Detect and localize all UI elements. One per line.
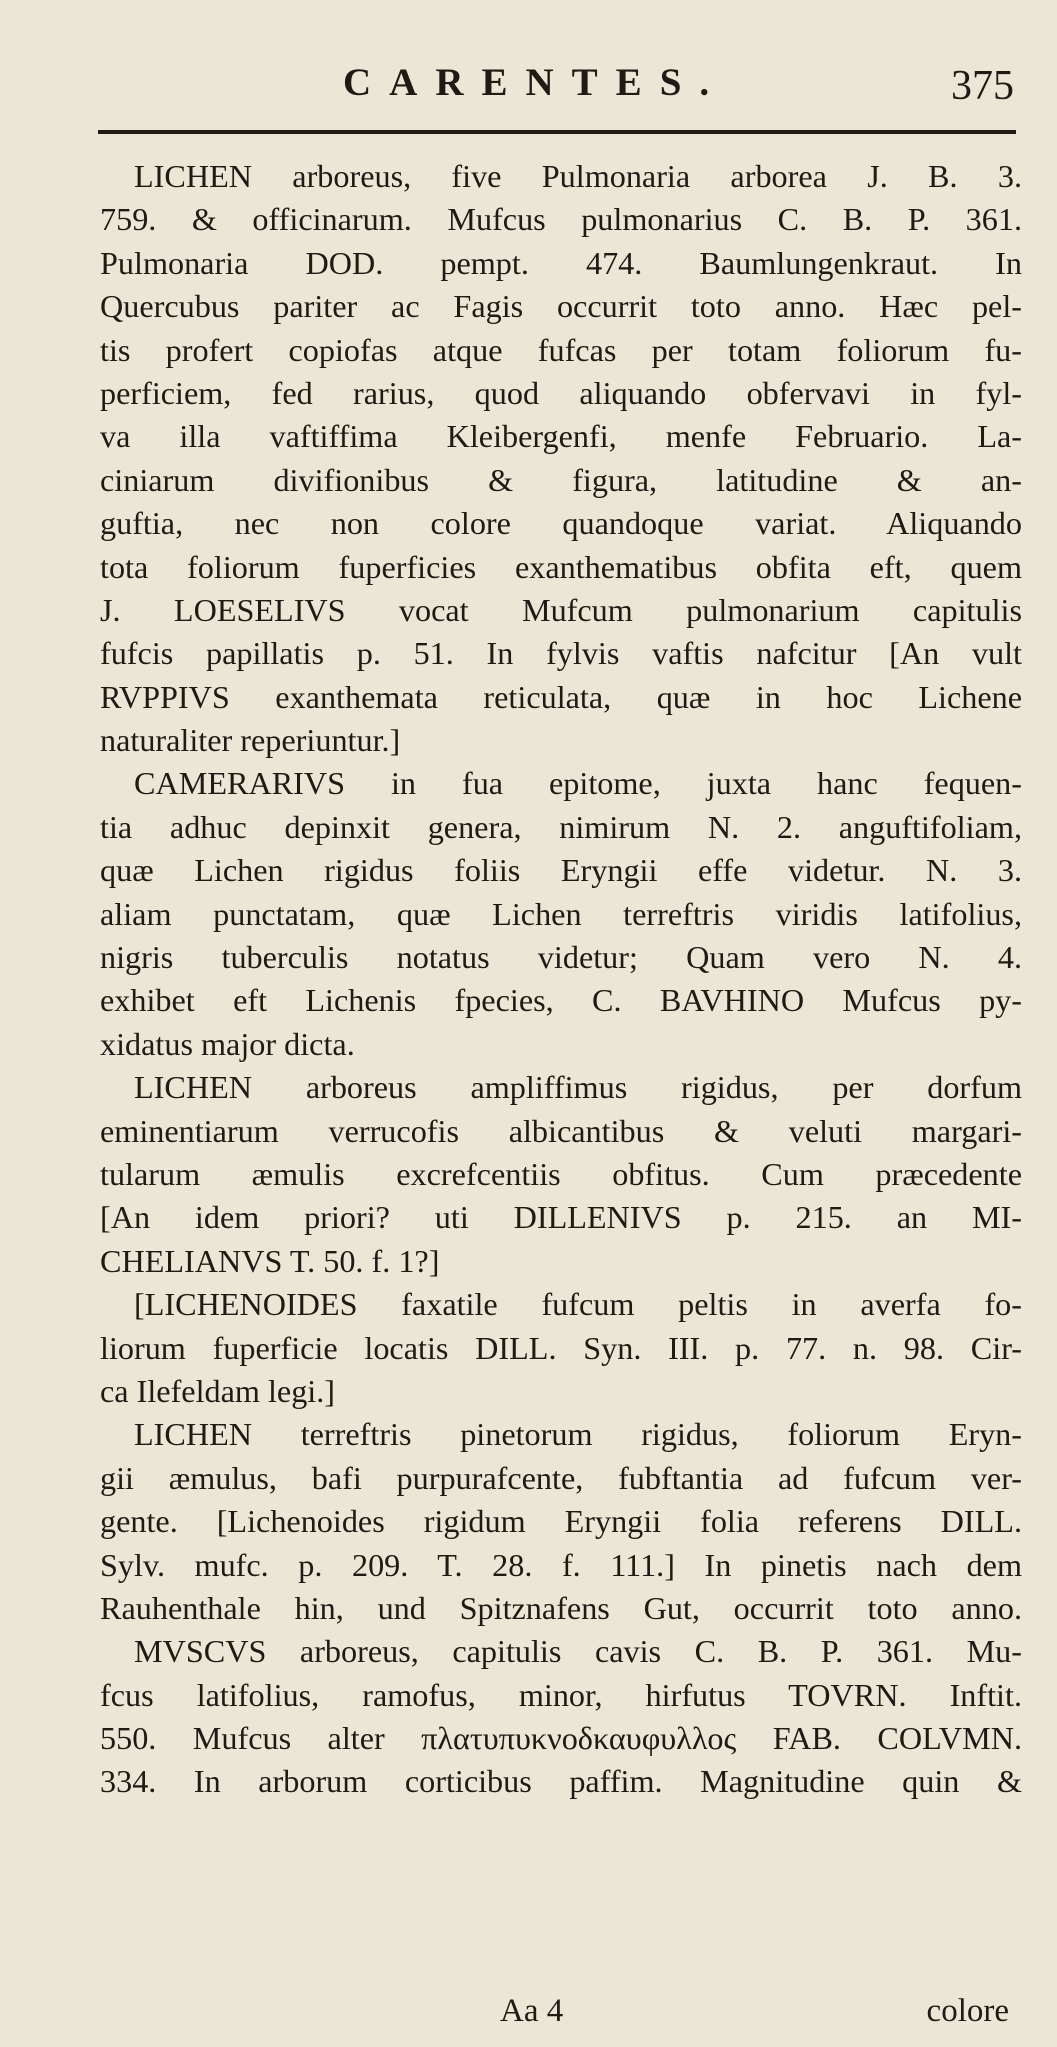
text-line: MVSCVS arboreus, capitulis cavis C. B. P. 361. Mu- [134, 1633, 1022, 1670]
text-line: eminentiarum verrucofis albicantibus & veluti margari- [100, 1112, 1022, 1149]
catchword: colore [926, 1993, 1009, 2029]
text-line: ciniarum divifionibus & figura, latitudine & an- [100, 461, 1022, 498]
text-line: Rauhenthale hin, und Spitznafens Gut, occurrit toto anno. [100, 1589, 1022, 1626]
text-line: [An idem priori? uti DILLENIVS p. 215. an MI- [100, 1199, 1022, 1236]
signature-mark: Aa 4 [500, 1993, 564, 2029]
text-line: LICHEN arboreus, five Pulmonaria arborea J. B. 3. [134, 158, 1022, 194]
text-line: gente. [Lichenoides rigidum Eryngii folia referens DILL. [100, 1503, 1022, 1540]
text-line: LICHEN arboreus ampliffimus rigidus, per dorfum [134, 1069, 1022, 1106]
text-line: Quercubus pariter ac Fagis occurrit toto anno. Hæc pel- [100, 288, 1022, 325]
text-line: guftia, nec non colore quandoque variat. Aliquando [100, 505, 1022, 542]
text-line: ca Ilefeldam legi.] [100, 1372, 336, 1409]
text-line: CHELIANVS T. 50. f. 1?] [100, 1242, 440, 1279]
page-header [98, 60, 1018, 120]
text-line: nigris tuberculis notatus videtur; Quam vero N. 4. [100, 939, 1022, 976]
text-line: tota foliorum fuperficies exanthematibus obfita eft, quem [100, 548, 1022, 585]
text-line: gii æmulus, bafi purpurafcente, fubftantia ad fufcum ver- [100, 1459, 1022, 1496]
text-line: Pulmonaria DOD. pempt. 474. Baumlungenkraut. In [100, 244, 1022, 281]
text-line: fcus latifolius, ramofus, minor, hirfutus TOVRN. Inftit. [100, 1676, 1022, 1713]
text-line: liorum fuperficie locatis DILL. Syn. III. p. 77. n. 98. Cir- [100, 1329, 1022, 1366]
text-line: xidatus major dicta. [100, 1025, 355, 1062]
page-number: 375 [951, 63, 1014, 109]
text-line: tularum æmulis excrefcentiis obfitus. Cum præcedente [100, 1155, 1022, 1192]
text-line: naturaliter reperiuntur.] [100, 722, 401, 759]
text-line: 759. & officinarum. Mufcus pulmonarius C. B. P. 361. [100, 201, 1022, 238]
text-line: RVPPIVS exanthemata reticulata, quæ in hoc Lichene [100, 678, 1022, 715]
body-text [100, 155, 1022, 1804]
text-line: va illa vaftiffima Kleibergenfi, menfe Februario. La- [100, 418, 1022, 455]
text-line: aliam punctatam, quæ Lichen terreftris viridis latifolius, [100, 895, 1022, 932]
text-line: [LICHENOIDES faxatile fufcum peltis in averfa fo- [134, 1286, 1022, 1323]
text-line: Sylv. mufc. p. 209. T. 28. f. 111.] In pinetis nach dem [100, 1546, 1022, 1583]
text-line: CAMERARIVS in fua epitome, juxta hanc fequen- [134, 765, 1022, 802]
text-line: exhibet eft Lichenis fpecies, C. BAVHINO Mufcus py- [100, 982, 1022, 1019]
text-line: quæ Lichen rigidus foliis Eryngii effe videtur. N. 3. [100, 852, 1022, 889]
running-title: CARENTES. [343, 61, 728, 104]
text-line: J. LOESELIVS vocat Mufcum pulmonarium capitulis [100, 591, 1022, 628]
text-line: tis profert copiofas atque fufcas per totam foliorum fu- [100, 331, 1022, 368]
text-line: 334. In arborum corticibus paffim. Magnitudine quin & [100, 1763, 1022, 1800]
header-rule [98, 130, 1016, 134]
text-line: LICHEN terreftris pinetorum rigidus, foliorum Eryn- [134, 1416, 1022, 1453]
text-line: tia adhuc depinxit genera, nimirum N. 2. anguftifoliam, [100, 808, 1022, 845]
text-line: 550. Mufcus alter πλατυπυκνοδκαυφυλλος FAB. COLVMN. [100, 1720, 1022, 1757]
text-line: perficiem, fed rarius, quod aliquando obfervavi in fyl- [100, 374, 1022, 411]
text-line: fufcis papillatis p. 51. In fylvis vaftis nafcitur [An vult [100, 635, 1022, 672]
